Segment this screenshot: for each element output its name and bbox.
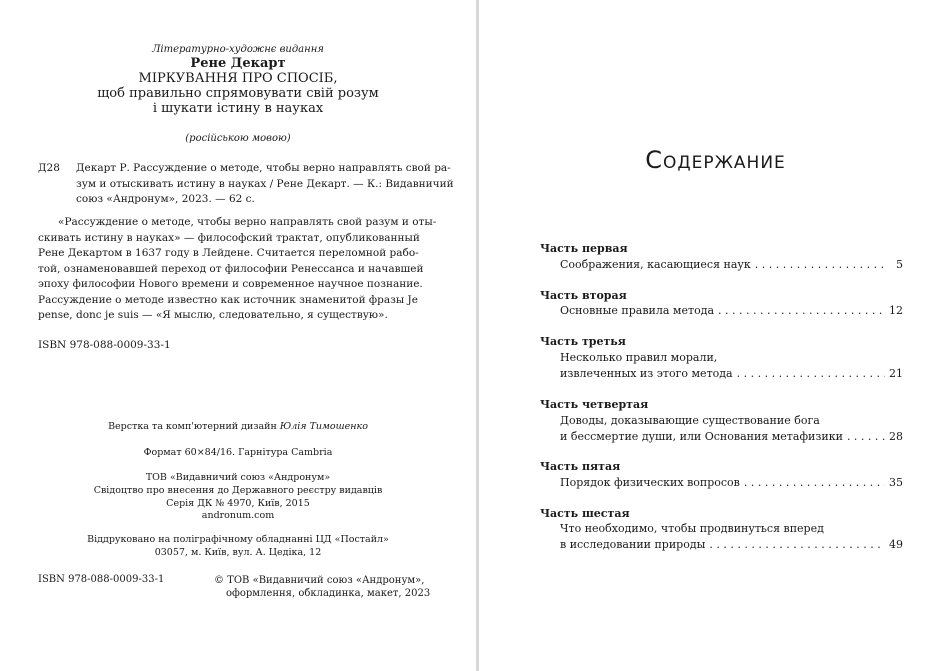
book-author: Рене Декарт	[190, 56, 286, 71]
toc-leader-dots	[744, 475, 885, 491]
printer-line: 03057, м. Київ, вул. А. Цедіка, 12	[154, 547, 322, 558]
format-line: Формат 60×84/16. Гарнітура Cambria	[143, 447, 333, 458]
abstract-line: той, ознаменовавшей переход от философии Ренессанса и начавшей	[38, 262, 424, 275]
toc-entry[interactable]	[560, 475, 903, 491]
layout-credit-name: Юлія Тимошенко	[279, 421, 368, 432]
toc-entry-text: и бессмертие души, или Основания метафизики	[560, 430, 843, 443]
toc-entry-text: Что необходимо, чтобы продвинуться вперед	[560, 522, 824, 535]
toc-leader-dots	[737, 366, 885, 382]
toc-entry-text: Порядок физических вопросов	[560, 476, 740, 489]
toc-entry-text: извлеченных из этого метода	[560, 367, 733, 380]
toc-entry[interactable]	[560, 303, 903, 319]
abstract-line: pense, donc je suis — «Я мыслю, следовательно, я существую».	[38, 309, 388, 321]
toc-part-label: Часть третья	[540, 335, 626, 348]
toc-entry-text: в исследовании природы	[560, 538, 706, 551]
publisher-line: ТОВ «Видавничий союз «Андронум»	[145, 472, 331, 483]
catalog-line: союз «Андронум», 2023. — 62 с.	[76, 193, 255, 205]
toc-leader-dots	[847, 429, 885, 445]
toc-part-label: Часть шестая	[540, 507, 630, 520]
isbn-top: ISBN 978-088-0009-33-1	[38, 339, 171, 351]
toc-entry-text: Несколько правил морали,	[560, 351, 718, 364]
toc-leader-dots	[718, 303, 885, 319]
toc-page-number: 28	[889, 430, 903, 443]
toc-leader-dots	[709, 537, 885, 553]
toc-page-number: 5	[896, 258, 903, 271]
abstract-line: Рассуждение о методе известно как источник знаменитой фразы Je	[38, 293, 418, 306]
title-line: і шукати істину в науках	[152, 101, 324, 116]
publisher-line: Серія ДК № 4970, Київ, 2015	[166, 498, 310, 509]
book-title	[0, 71, 476, 116]
toc-page-number: 21	[889, 367, 903, 380]
layout-credit-label: Верстка та комп'ютерний дизайн	[108, 421, 277, 432]
publication-type: Літературно-художнє видання	[152, 44, 324, 55]
copyright-line: © ТОВ «Видавничий союз «Андронум»,	[214, 575, 425, 586]
abstract-line: скивать истину в науках» — философский трактат, опубликованный	[38, 231, 420, 244]
toc-leader-dots	[755, 257, 885, 273]
toc-entry[interactable]	[560, 521, 903, 553]
copyright-line: оформлення, обкладинка, макет, 2023	[226, 588, 431, 599]
language-note: (російською мовою)	[185, 133, 291, 144]
toc-entry[interactable]	[560, 257, 903, 273]
toc-title: Содержание	[645, 146, 786, 174]
toc-part-label: Часть четвертая	[540, 398, 649, 411]
toc-entry-text: Соображения, касающиеся наук	[560, 258, 751, 271]
toc-entry-text: Доводы, доказывающие существование бога	[560, 414, 820, 427]
toc-part-label: Часть первая	[540, 242, 628, 255]
copyright	[214, 574, 430, 600]
toc-page-number: 12	[889, 304, 903, 317]
toc-entry-text: Основные правила метода	[560, 304, 715, 317]
abstract-line: «Рассуждение о методе, чтобы верно направлять свой разум и оты-	[38, 216, 437, 228]
catalog-line: Декарт Р. Рассуждение о методе, чтобы верно направлять свой ра-	[76, 162, 451, 174]
publisher-line: Свідоцтво про внесення до Державного реєстру видавців	[93, 485, 383, 496]
right-page	[479, 0, 952, 671]
abstract-line: Рене Декартом в 1637 году в Лейдене. Считается переломной рабо-	[38, 247, 419, 259]
title-line: МІРКУВАННЯ ПРО СПОСІБ,	[138, 71, 338, 86]
isbn-bottom: ISBN 978-088-0009-33-1	[38, 574, 165, 585]
catalog-line: зум и отыскивать истину в науках / Рене Декарт. — К.: Видавничий	[76, 177, 454, 190]
catalog-code: Д28	[38, 162, 60, 174]
abstract-line: эпоху философии Нового времени и современное научное познание.	[38, 278, 423, 290]
toc-page-number: 49	[889, 538, 903, 551]
toc-entry[interactable]	[560, 413, 903, 445]
toc-part-label: Часть пятая	[540, 460, 621, 473]
toc-entry[interactable]	[560, 350, 903, 382]
title-line: щоб правильно спрямовувати свій розум	[97, 86, 379, 101]
layout-credit	[0, 421, 476, 432]
printer-line: Віддруковано на поліграфічному обладнанні ЦД «Постайл»	[87, 534, 389, 545]
toc-part-label: Часть вторая	[540, 289, 627, 302]
toc-page-number: 35	[889, 476, 903, 489]
publisher-website: andronum.com	[201, 510, 275, 521]
